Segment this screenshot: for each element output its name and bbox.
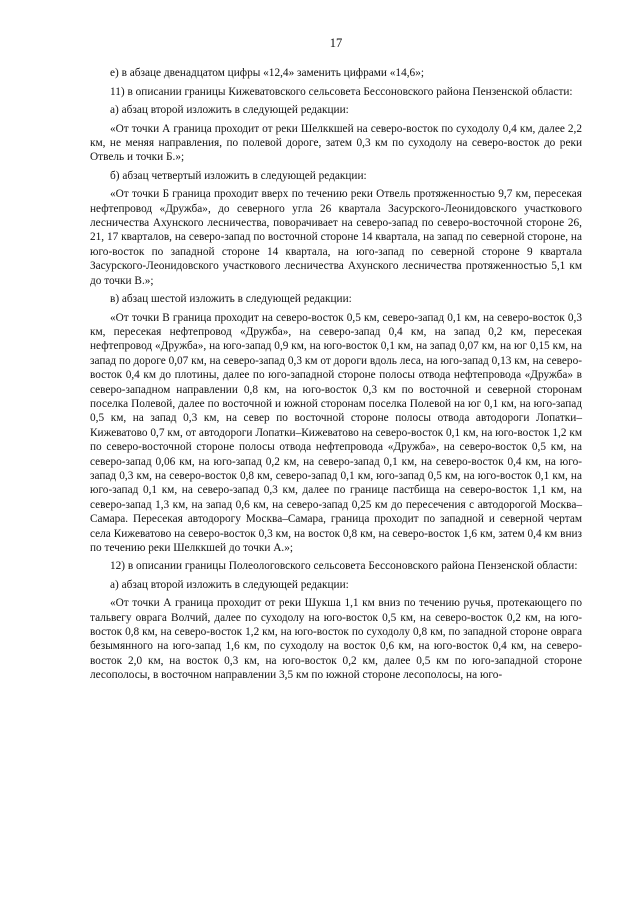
paragraph-quote-point-a: «От точки А граница проходит от реки Шелккшей на северо-восток по суходолу 0,4 км, далее 2,2 км, не меняя направления, по полевой дороге, затем 0,3 км по суходолу на северо-восток до реки Отвель и точки Б.»; <box>90 122 582 164</box>
paragraph-quote-point-a-2: «От точки А граница проходит от реки Шукша 1,1 км вниз по течению ручья, протекающего по тальвегу оврага Волчий, далее по суходолу на юго-восток 0,5 км, на северо-восток 0,2 км, на юго-восток 0,8 км, на северо-восток 1,2 км, на юго-восток по суходолу 0,8 км, по западной стороне оврага безымянного на юго-запад 1,6 км, по суходолу на восток 0,6 км, на юго-восток 0,4 км, на северо-восток 2,0 км, на восток 0,3 км, на юго-восток 0,2 км, далее 0,5 км по юго-западной стороне лесополосы, в восточном направлении 3,5 км по южной стороне лесополосы, на юго- <box>90 597 582 682</box>
paragraph-section-12: 12) в описании границы Полеологовского сельсовета Бессоновского района Пензенской области: <box>110 560 578 573</box>
page-number: 17 <box>329 36 343 50</box>
paragraph-item-b: б) абзац четвертый изложить в следующей редакции: <box>110 169 367 182</box>
paragraph-section-11: 11) в описании границы Кижеватовского сельсовета Бессоновского района Пензенской области: <box>110 85 573 98</box>
paragraph-item-v: в) абзац шестой изложить в следующей редакции: <box>110 293 352 306</box>
paragraph-item-a-2: а) абзац второй изложить в следующей редакции: <box>110 578 349 591</box>
paragraph-quote-point-v: «От точки В граница проходит на северо-восток 0,5 км, северо-запад 0,1 км, на северо-восток 0,3 км, пересекая нефтепровод «Дружба», на северо-запад 0,4 км, на запад 0,2 км, пересекая нефтепровод «Дружба», на юго-запад 0,9 км, на юго-восток 0,1 км, на запад 0,07 км, на юг 0,15 км, на запад по дороге 0,07 км, на северо-запад 0,3 км от дороги вдоль леса, на юго-запад 0,13 км, на северо-восток 0,4 км до плотины, далее по юго-западной стороне полосы отвода нефтепровода «Дружба» в северо-западном направлении 0,8 км, на юго-восток 0,3 км по восточной и северной сторонам поселка Полевой, далее по восточной и южной сторонам поселка Полевой на юг 0,1 км, на юго-запад 0,5 км, на запад 0,3 км, на север по восточной стороне полосы отвода автодороги Лопатки–Кижеватово 0,7 км, от автодороги Лопатки–Кижеватово на северо-восток 0,1 км, на юго-восток 1,2 км по северо-восточной стороне полосы отвода нефтепровода «Дружба», на северо-восток 0,5 км, на северо-запад 0,06 км, на юго-запад 0,2 км, на северо-запад 0,1 км, на северо-восток 0,4 км, на юго-запад 0,3 км, на северо-восток 0,8 км, северо-запад 0,1 км, юго-запад 0,5 км, на юго-восток 0,1 км, на юго-запад 0,1 км, на северо-запад 0,3 км, далее по границе пастбища на северо-восток 1,1 км, на северо-запад 1,3 км, на запад 0,6 км, на северо-запад 0,25 км до пересечения с автодорогой Москва–Самара. Пересекая автодорогу Москва–Самара, граница проходит по западной и северной чертам села Кижеватово на северо-восток 0,3 км, на восток 0,8 км, на северо-восток 1,6 км, затем 0,4 км вниз по течению реки Шелккшей до точки А.»; <box>90 311 582 554</box>
paragraph-quote-point-b: «От точки Б граница проходит вверх по течению реки Отвель протяженностью 9,7 км, пересекая нефтепровод «Дружба», до северного угла 26 квартала Засурского-Леонидовского участкового лесничества Ахунского лесничества, поворачивает на северо-запад по северо-восточной стороне 26, 21, 17 кварталов, на северо-запад по восточной стороне 14 квартала, на запад по северной стороне, на юго-восток по западной стороне 14 квартала, на юго-запад по северной стороне 9 квартала Засурского-Леонидовского участкового лесничества Ахунского лесничества протяженностью 5,1 км до точки В.»; <box>90 188 582 287</box>
paragraph-item-e: е) в абзаце двенадцатом цифры «12,4» заменить цифрами «14,6»; <box>110 67 424 80</box>
paragraph-item-a: а) абзац второй изложить в следующей редакции: <box>110 104 349 117</box>
